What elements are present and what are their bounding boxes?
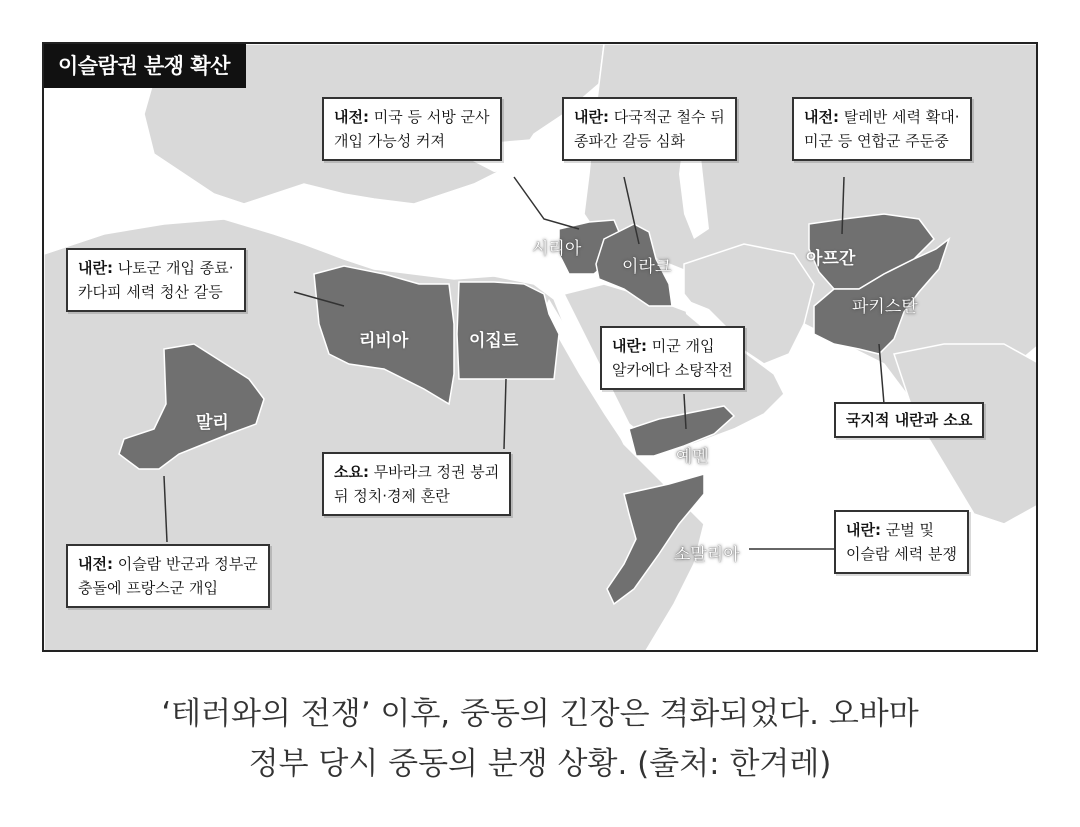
callout-label: 내란: [846,521,881,539]
callout-text: 탈레반 세력 확대· [838,108,960,126]
callout-yemen [600,326,745,390]
country-label-yemen: 예멘 [676,447,709,467]
country-label-libya: 리비아 [359,331,409,351]
callout-text-line2: 미군 등 연합군 주둔중 [804,132,949,150]
callout-egypt [322,452,511,516]
callout-mali [66,544,270,608]
callout-text: 미군 개입 [646,337,715,355]
callout-text-line2: 뒤 정치·경제 혼란 [334,487,450,505]
callout-label: 내란: [78,259,113,277]
callout-afghanistan [792,97,972,161]
callout-syria [322,97,502,161]
callout-text: 군벌 및 [880,521,934,539]
country-label-egypt: 이집트 [469,331,519,351]
callout-text: 국지적 내란과 소요 [846,411,973,429]
callout-label: 내전: [334,108,369,126]
callout-label: 내전: [804,108,839,126]
callout-label: 내란: [612,337,647,355]
callout-label: 내전: [78,555,113,573]
callout-text-line2: 카다피 세력 청산 갈등 [78,283,223,301]
country-label-pakistan: 파키스탄 [852,297,918,317]
callout-text-line2: 충돌에 프랑스군 개입 [78,579,218,597]
callout-text-line2: 이슬람 세력 분쟁 [846,545,957,563]
country-label-somalia: 소말리아 [674,545,740,565]
country-label-syria: 시리아 [532,239,582,259]
callout-text: 다국적군 철수 뒤 [608,108,725,126]
callout-text: 미국 등 서방 군사 [368,108,490,126]
callout-label: 소요: [334,463,369,481]
country-label-mali: 말리 [196,413,229,433]
callout-text: 무바라크 정권 붕괴 [368,463,500,481]
callout-somalia [834,510,969,574]
callout-text: 이슬람 반군과 정부군 [112,555,258,573]
callout-text-line2: 알카에다 소탕작전 [612,361,733,379]
callout-label: 내란: [574,108,609,126]
callout-text-line2: 종파간 갈등 심화 [574,132,685,150]
map-title: 이슬람권 분쟁 확산 [44,44,246,88]
callout-text: 나토군 개입 종료· [112,259,234,277]
callout-iraq [562,97,737,161]
caption-line2: 정부 당시 중동의 분쟁 상황. (출처: 한겨레) [248,746,832,782]
conflict-map [42,42,1038,652]
callout-pakistan [834,402,984,438]
caption-line1: ‘테러와의 전쟁’ 이후, 중동의 긴장은 격화되었다. 오바마 [161,696,919,732]
country-label-afghanistan: 아프간 [806,249,856,269]
callout-text-line2: 개입 가능성 커져 [334,132,445,150]
callout-libya [66,248,246,312]
country-label-iraq: 이라크 [622,257,672,277]
